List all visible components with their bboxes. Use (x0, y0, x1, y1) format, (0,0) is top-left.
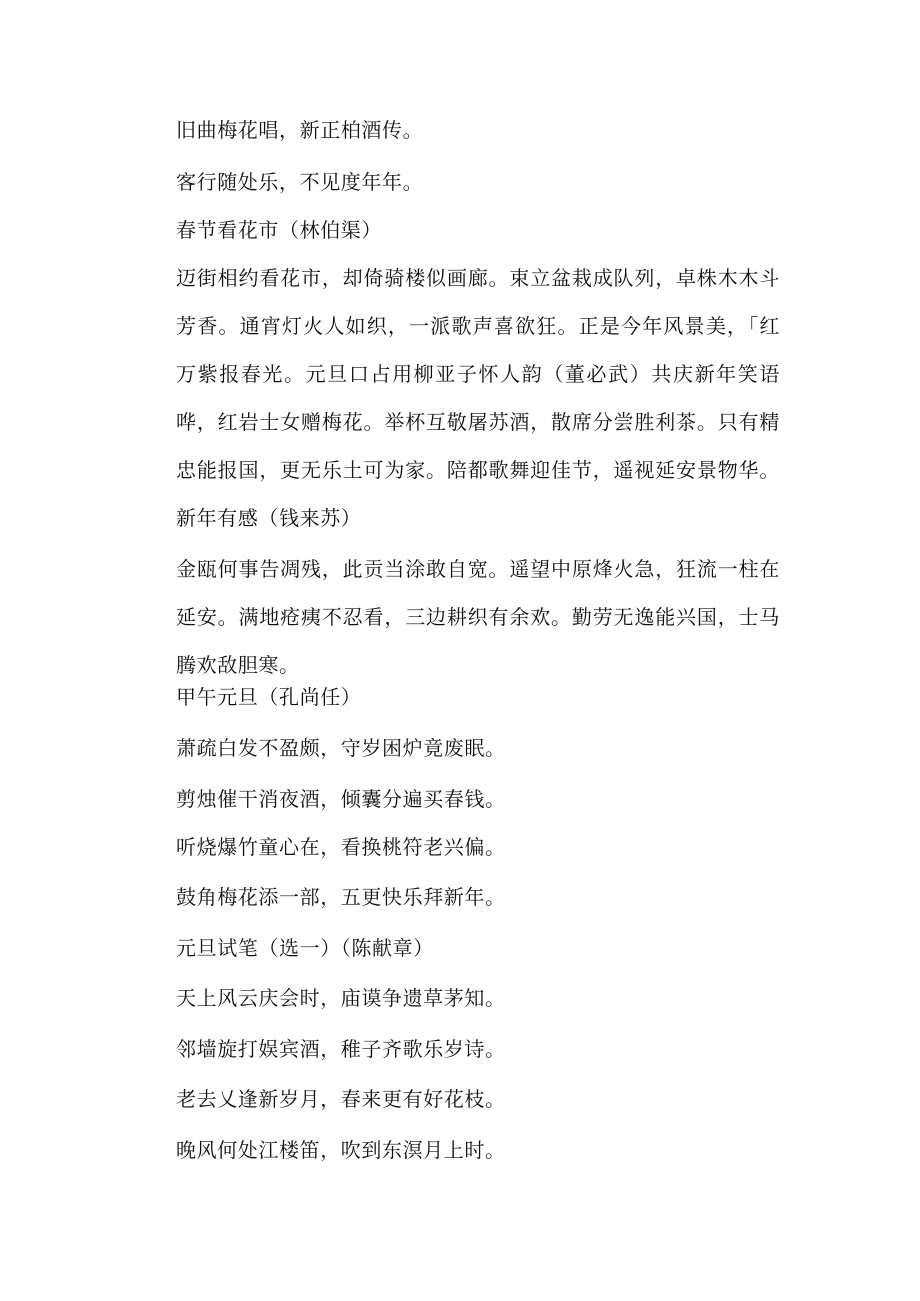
poem-line: 旧曲梅花唱，新正柏酒传。 (176, 118, 424, 142)
poem-paragraph: 迈街相约看花市，却倚骑楼似画廊。束立盆栽成队列，卓株木木斗芳香。通宵灯火人如织，一派歌声喜欲狂。正是今年风景美，「红万紫报春光。元旦口占用柳亚子怀人韵（董必武）共庆新年笑语哗，红岩士女赠梅花。举杯互敬屠苏酒，散席分尝胜利茶。只有精忠能报国，更无乐土可为家。陪都歌舞迎佳节，遥视延安景物华。新年有感（钱来苏） (176, 266, 780, 530)
poem-line: 萧疏白发不盈颇，守岁困炉竟废眠。 (176, 736, 506, 760)
poem-title: 甲午元旦（孔尚任） (176, 685, 362, 709)
poem-line: 鼓角梅花添一部，五更快乐拜新年。 (176, 885, 506, 909)
poem-title: 元旦试笔（选一）（陈献章） (176, 936, 434, 960)
poem-paragraph: 金瓯何事告凋残，此贡当涂敢自宽。遥望中原烽火急，狂流一柱在延安。满地疮痍不忍看，三边耕织有余欢。勤劳无逸能兴国，士马腾欢敌胆寒。 (176, 557, 780, 677)
poem-line: 剪烛催干消夜酒，倾囊分遍买春钱。 (176, 787, 506, 811)
poem-line: 客行随处乐，不见度年年。 (176, 170, 424, 194)
poem-line: 晚风何处江楼笛，吹到东溟月上时。 (176, 1138, 506, 1162)
poem-line: 天上风云庆会时，庙谟争遗草茅知。 (176, 986, 506, 1010)
poem-line: 邻墙旋打娱宾酒，稚子齐歌乐岁诗。 (176, 1037, 506, 1061)
poem-line: 听烧爆竹童心在，看换桃符老兴偏。 (176, 835, 506, 859)
poem-line: 老去乂逢新岁月，春来更有好花枝。 (176, 1087, 506, 1111)
poem-title: 春节看花市（林伯渠） (176, 218, 382, 242)
